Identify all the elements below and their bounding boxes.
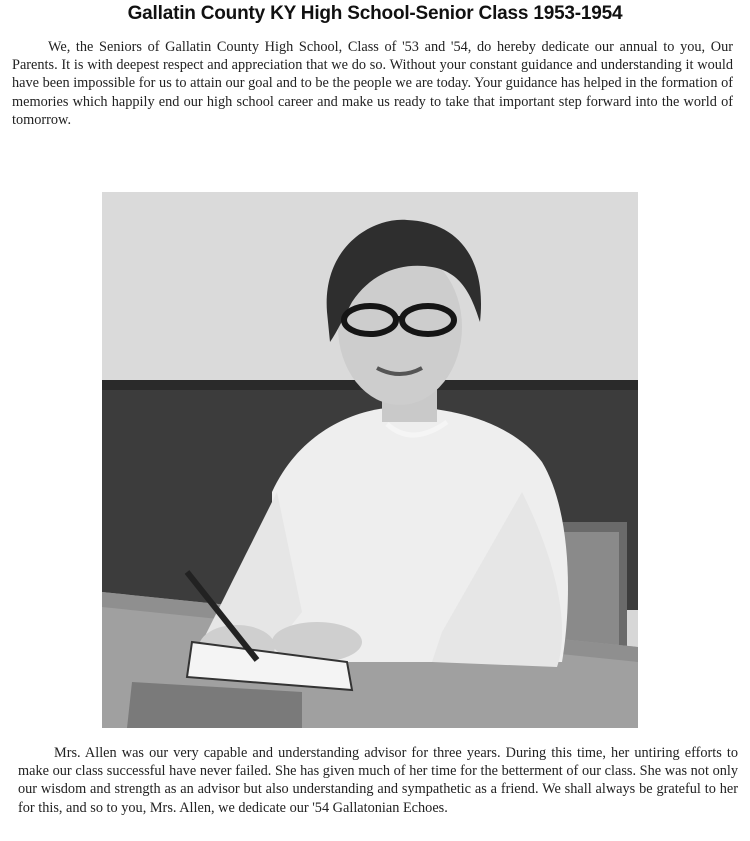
advisor-tribute-paragraph: Mrs. Allen was our very capable and understanding advisor for three years. During this time, her untiring efforts to make our class successful have never failed. She has given much of her time for the betterment of our class. She was not only our wisdom and strength as an advisor but also understanding and sympathetic as a friend. We shall always be grateful to her for this, and so to you, Mrs. Allen, we dedicate our '54 Gallatonian Echoes. — [18, 745, 738, 816]
dedication-paragraph: We, the Seniors of Gallatin County High School, Class of '53 and '54, do hereby dedicate our annual to you, Our Parents. It is with deepest respect and appreciation that we do so. Without your constant guidance and understanding it would have been impossible for us to attain our goal and to be the people we are today. Your guidance has helped in the formation of memories which happily end our high school career and make us ready to take that important step forward into the world of tomorrow. — [12, 39, 733, 128]
advisor-photo — [102, 192, 638, 728]
page-title: Gallatin County KY High School-Senior Class 1953-1954 — [127, 3, 623, 24]
